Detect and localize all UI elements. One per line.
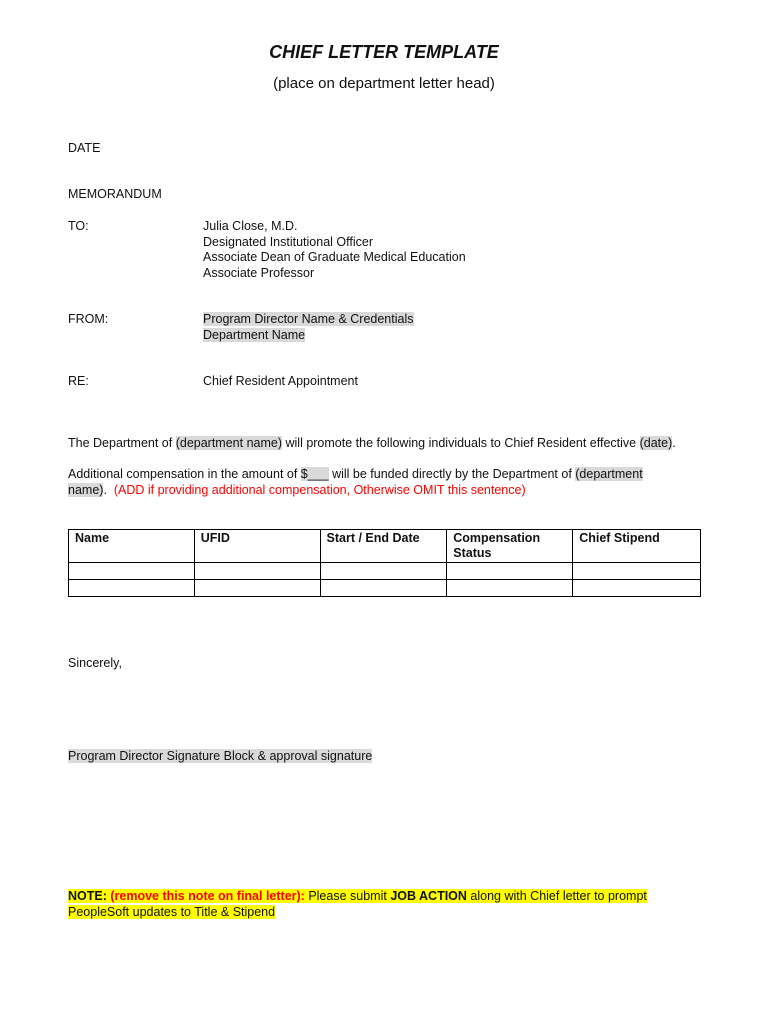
to-line: Designated Institutional Officer — [203, 234, 374, 249]
table-cell[interactable] — [194, 580, 320, 597]
from-placeholder-department[interactable]: Department Name — [203, 327, 306, 342]
paragraph-text: . — [672, 436, 676, 450]
to-label: TO: — [68, 219, 89, 233]
amount-placeholder[interactable]: $___ — [300, 467, 329, 481]
note-remove-instruction: (remove this note on final letter): — [110, 889, 305, 903]
header-chief-stipend: Chief Stipend — [573, 530, 701, 563]
table-cell[interactable] — [69, 580, 195, 597]
table-cell[interactable] — [69, 563, 195, 580]
department-placeholder[interactable]: (department name) — [68, 467, 643, 497]
omit-instruction: (ADD if providing additional compensation, Otherwise OMIT this sentence) — [113, 482, 526, 497]
signature-block — [68, 749, 372, 765]
from-placeholder-director[interactable]: Program Director Name & Credentials — [203, 312, 414, 326]
table-row — [69, 563, 701, 580]
document-title: CHIEF LETTER TEMPLATE — [269, 42, 499, 62]
from-block — [203, 312, 414, 343]
table-cell[interactable] — [447, 563, 573, 580]
header-name: Name — [69, 530, 195, 563]
paragraph-text: will promote the following individuals to Chief Resident effective — [282, 436, 640, 450]
re-value: Chief Resident Appointment — [203, 374, 358, 388]
department-placeholder[interactable]: (department name) — [175, 436, 283, 450]
chief-resident-table — [68, 529, 701, 597]
paragraph-text: . — [103, 482, 114, 497]
signature-placeholder[interactable]: Program Director Signature Block & approval signature — [68, 749, 373, 763]
paragraph-text: The Department of — [68, 436, 176, 450]
closing-text: Sincerely, — [68, 656, 122, 670]
to-line: Julia Close, M.D. — [203, 219, 298, 233]
table-header-row — [69, 530, 701, 563]
table-cell[interactable] — [447, 580, 573, 597]
header-ufid: UFID — [194, 530, 320, 563]
table-cell[interactable] — [194, 563, 320, 580]
document-subtitle: (place on department letter head) — [273, 75, 495, 92]
table-cell[interactable] — [573, 563, 701, 580]
date-placeholder[interactable]: (date) — [639, 436, 673, 450]
final-note — [68, 888, 708, 920]
note-body: Please submit — [304, 889, 391, 903]
date-label: DATE — [68, 141, 101, 155]
re-label: RE: — [68, 374, 89, 388]
table-cell[interactable] — [320, 563, 447, 580]
header-compensation-status: Compensation Status — [447, 530, 573, 563]
note-text — [68, 889, 647, 919]
from-label: FROM: — [68, 312, 109, 326]
note-body: along with Chief letter to prompt PeopleSoft updates to Title & Stipend — [68, 889, 647, 919]
paragraph-text: will be funded directly by the Department of — [328, 467, 576, 481]
table-row — [69, 580, 701, 597]
to-line: Associate Dean of Graduate Medical Education — [203, 250, 466, 264]
to-line: Associate Professor — [203, 265, 315, 280]
note-job-action: JOB ACTION — [390, 889, 467, 903]
paragraph-text: Additional compensation in the amount of — [68, 467, 301, 481]
table-cell[interactable] — [320, 580, 447, 597]
header-start-end-date: Start / End Date — [320, 530, 447, 563]
promotion-paragraph — [68, 436, 708, 452]
to-block — [203, 219, 466, 281]
note-label: NOTE: — [68, 889, 107, 903]
memorandum-label: MEMORANDUM — [68, 187, 162, 201]
compensation-paragraph — [68, 467, 708, 498]
table-cell[interactable] — [573, 580, 701, 597]
